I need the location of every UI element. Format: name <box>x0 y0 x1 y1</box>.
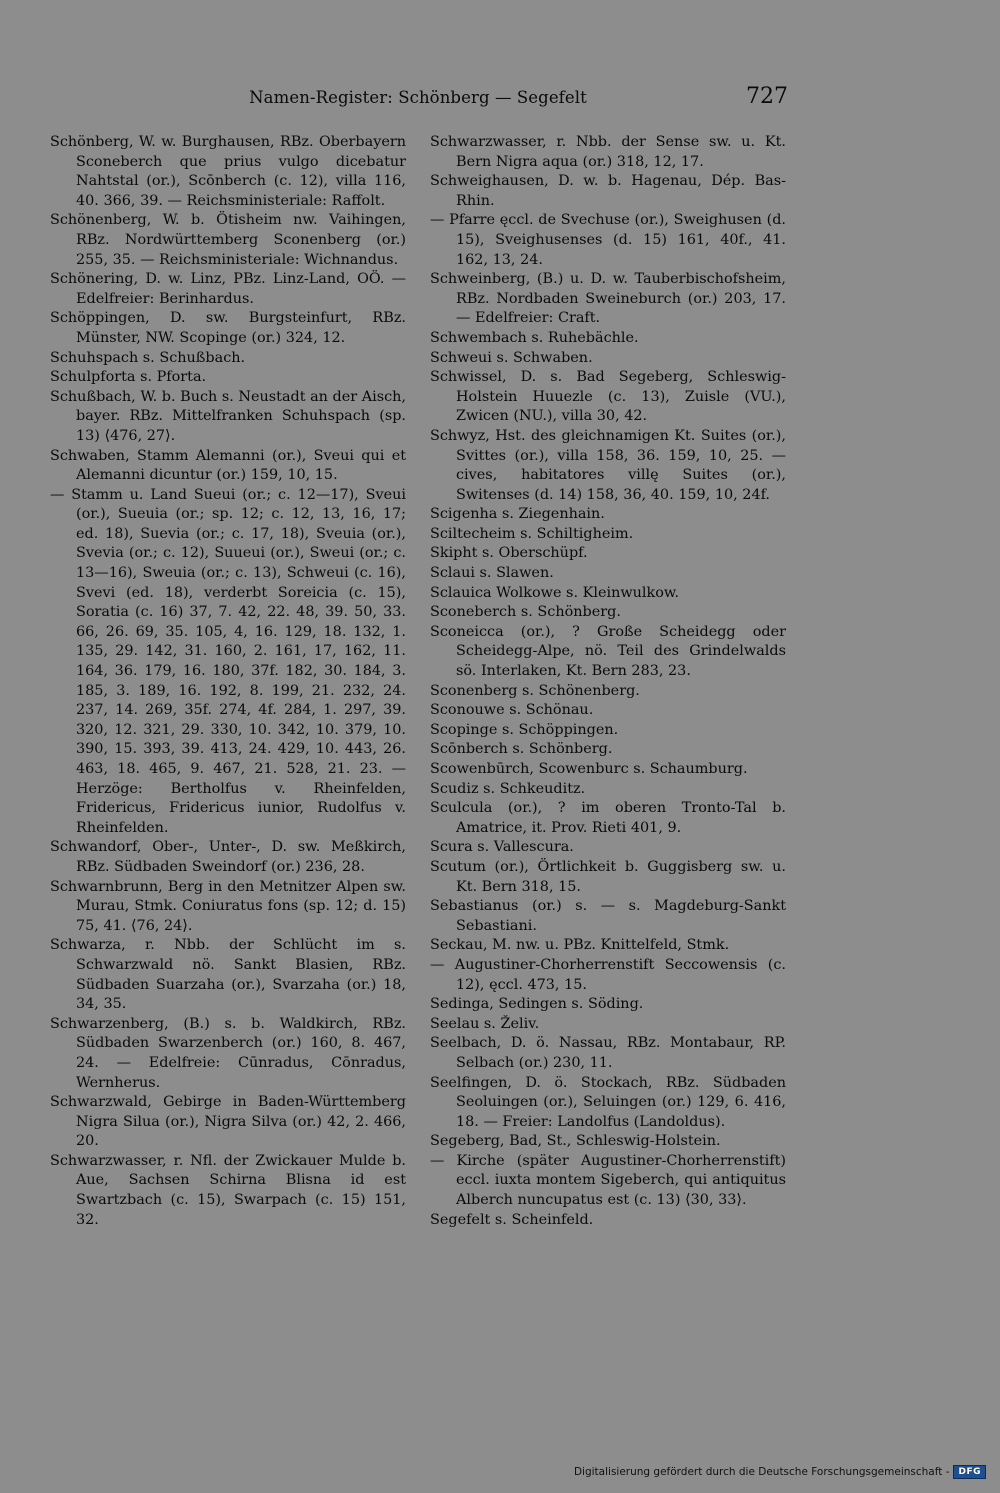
register-entry: Seckau, M. nw. u. PBz. Knittelfeld, Stmk. <box>430 937 730 954</box>
register-entry: Sebastianus (or.) s. — s. Magdeburg-Sankt Sebastiani. <box>430 898 786 934</box>
footer-credit: Digitalisierung gefördert durch die Deutsche Forschungsgemeinschaft - <box>573 1465 950 1478</box>
register-entry: Seelau s. Želiv. <box>430 1015 540 1032</box>
register-entry: Sclauica Wolkowe s. Kleinwulkow. <box>430 584 680 601</box>
register-entry: Schwandorf, Ober-, Unter-, D. sw. Meßkirch, RBz. Südbaden Sweindorf (or.) 236, 28. <box>50 839 406 875</box>
dfg-logo: DFG <box>953 1465 986 1479</box>
right-column <box>430 133 786 1230</box>
register-entry: Sconouwe s. Schönau. <box>430 702 594 719</box>
register-entry: Sconenberg s. Schönenberg. <box>430 682 640 699</box>
register-entry: Schwissel, D. s. Bad Segeberg, Schleswig-Holstein Huuezle (c. 13), Zuisle (VU.), Zwicen (NU.), villa 30, 42. <box>430 369 786 425</box>
register-entry: Segeberg, Bad, St., Schleswig-Holstein. <box>430 1133 721 1150</box>
register-entry: Segefelt s. Scheinfeld. <box>430 1211 594 1228</box>
register-entry: Schwarzwasser, r. Nfl. der Zwickauer Mulde b. Aue, Sachsen Schirna Blisna id est Swartzbach (c. 15), Swarpach (c. 15) 151, 32. <box>50 1152 406 1228</box>
register-entry: Scigenha s. Ziegenhain. <box>430 506 605 523</box>
register-entry: Scōnberch s. Schönberg. <box>430 741 613 758</box>
register-entry: Schweighausen, D. w. b. Hagenau, Dép. Bas-Rhin. <box>430 173 786 209</box>
page-header <box>48 86 788 116</box>
register-entry: Sclaui s. Slawen. <box>430 565 554 582</box>
register-entry: Schönering, D. w. Linz, PBz. Linz-Land, OÖ. — Edelfreier: Berinhardus. <box>50 271 406 307</box>
register-entry: Schwaben, Stamm Alemanni (or.), Sveui qui et Alemanni dicuntur (or.) 159, 10, 15. <box>50 447 406 484</box>
register-entry: Schweui s. Schwaben. <box>430 349 593 366</box>
register-entry: Schwarza, r. Nbb. der Schlücht im s. Schwarzwald nö. Sankt Blasien, RBz. Südbaden Suarzaha (or.), Svarzaha (or.) 18, 34, 35. <box>50 937 406 1013</box>
register-entry: Schwarzwald, Gebirge in Baden-Württemberg Nigra Silua (or.), Nigra Silva (or.) 42, 2. 466, 20. <box>50 1094 406 1150</box>
register-entry: Schwyz, Hst. des gleichnamigen Kt. Suites (or.), Svittes (or.), villa 158, 36. 159, 10, 25. — cives, habitatores villę Suites (or.), Switenses (d. 14) 158, 36, 40. 159, 10, 24f. <box>430 427 786 503</box>
register-entry: Schönenberg, W. b. Ötisheim nw. Vaihingen, RBz. Nordwürttemberg Sconenberg (or.) 255, 35. — Reichsministeriale: Wichnandus. <box>50 212 406 268</box>
register-entry: Sconeberch s. Schönberg. <box>430 604 621 621</box>
register-entry: Schwarzwasser, r. Nbb. der Sense sw. u. Kt. Bern Nigra aqua (or.) 318, 12, 17. <box>430 134 786 170</box>
register-entry: Sconeicca (or.), ? Große Scheidegg oder Scheidegg-Alpe, nö. Teil des Grindelwalds sö. Interlaken, Kt. Bern 283, 23. <box>430 623 786 680</box>
register-entry: Schönberg, W. w. Burghausen, RBz. Oberbayern Sconeberch que prius vulgo dicebatur Nahtstal (or.), Scōnberch (c. 12), villa 116, 40. 366, 39. — Reichsministeriale: Raffolt. <box>50 134 406 209</box>
register-entry: Scudiz s. Schkeuditz. <box>430 780 586 797</box>
footer <box>574 1464 986 1479</box>
register-entry: Schwarzenberg, (B.) s. b. Waldkirch, RBz. Südbaden Swarzenberch (or.) 160, 8. 467, 24. — Edelfreie: Cūnradus, Cōnradus, Wernherus. <box>50 1015 406 1091</box>
register-entry: Scutum (or.), Örtlichkeit b. Guggisberg sw. u. Kt. Bern 318, 15. <box>430 858 786 895</box>
running-title: Namen-Register: Schönberg — Segefelt <box>249 88 587 107</box>
register-entry: Schußbach, W. b. Buch s. Neustadt an der Aisch, bayer. RBz. Mittelfranken Schuhspach (sp. 13) ⟨476, 27⟩. <box>50 388 406 444</box>
register-entry: Schulpforta s. Pforta. <box>50 369 207 386</box>
register-entry: Schweinberg, (B.) u. D. w. Tauberbischofsheim, RBz. Nordbaden Sweineburch (or.) 203, 17. — Edelfreier: Craft. <box>430 271 786 327</box>
register-entry: Scura s. Vallescura. <box>430 839 574 856</box>
register-entry: Schöppingen, D. sw. Burgsteinfurt, RBz. Münster, NW. Scopinge (or.) 324, 12. <box>50 310 406 346</box>
register-entry: — Stamm u. Land Sueui (or.; c. 12—17), Sveui (or.), Sueuia (or.; sp. 12; c. 12, 13, 16, 17; ed. 18), Suevia (or.; c. 17, 18), Sveuia (or.), Svevia (or.; c. 12), Suueui (or.), Sweui (or.; c. 13—16), Sweuia (or.; c. 13), Schweui (c. 16), Svevi (ed. 18), verderbt Soreicia (c. 15), Soratia (c. 16) 37, 7. 42, 22. 48, 39. 50, 33. 66, 26. 69, 35. 105, 4, 16. 129, 18. 132, 1. 135, 29. 142, 31. 160, 2. 161, 17, 162, 11. 164, 36. 179, 16. 180, 37f. 182, 30. 184, 3. 185, 3. 189, 16. 192, 8. 199, 21. 232, 24. 237, 14. 269, 35f. 274, 4f. 284, 1. 297, 39. 320, 12. 321, 29. 330, 10. 342, 10. 379, 10. 390, 15. 393, 39. 413, 24. 429, 10. 443, 26. 463, 18. 465, 9. 467, 21. 528, 21. 23. — Herzöge: Bertholfus v. Rheinfelden, Fridericus, Fridericus iunior, Rudolfus v. Rheinfelden. <box>50 486 406 836</box>
left-column <box>50 133 406 1230</box>
register-entry: — Kirche (später Augustiner-Chorherrenstift) eccl. iuxta montem Sigeberch, qui antiquitus Alberch nuncupatus est (c. 13) ⟨30, 33⟩. <box>430 1152 786 1209</box>
register-entry: Sciltecheim s. Schiltigheim. <box>430 525 634 542</box>
register-entry: Sedinga, Sedingen s. Söding. <box>430 996 644 1013</box>
register-entry: Scowenbūrch, Scowenburc s. Schaumburg. <box>430 761 748 777</box>
register-entry: Schwembach s. Ruhebächle. <box>430 329 639 346</box>
register-entry: Schwarnbrunn, Berg in den Metnitzer Alpen sw. Murau, Stmk. Coniuratus fons (sp. 12; d. 15) 75, 41. ⟨76, 24⟩. <box>50 878 406 934</box>
register-entry: — Pfarre ęccl. de Svechuse (or.), Sweighusen (d. 15), Sveighusenses (d. 15) 161, 40f., 41. 162, 13, 24. <box>430 212 786 268</box>
register-entry: — Augustiner-Chorherrenstift Seccowensis (c. 12), ęccl. 473, 15. <box>430 956 786 993</box>
register-entry: Scopinge s. Schöppingen. <box>430 721 619 738</box>
register-entry: Skipht s. Oberschüpf. <box>430 545 588 562</box>
register-entry: Seelbach, D. ö. Nassau, RBz. Montabaur, RP. Selbach (or.) 230, 11. <box>430 1035 786 1071</box>
register-entry: Schuhspach s. Schußbach. <box>50 349 246 366</box>
page-number: 727 <box>746 84 788 109</box>
register-entry: Sculcula (or.), ? im oberen Tronto-Tal b. Amatrice, it. Prov. Rieti 401, 9. <box>430 800 786 836</box>
register-entry: Seelfingen, D. ö. Stockach, RBz. Südbaden Seoluingen (or.), Seluingen (or.) 129, 6. 416, 18. — Freier: Landolfus (Landoldus). <box>430 1074 786 1130</box>
